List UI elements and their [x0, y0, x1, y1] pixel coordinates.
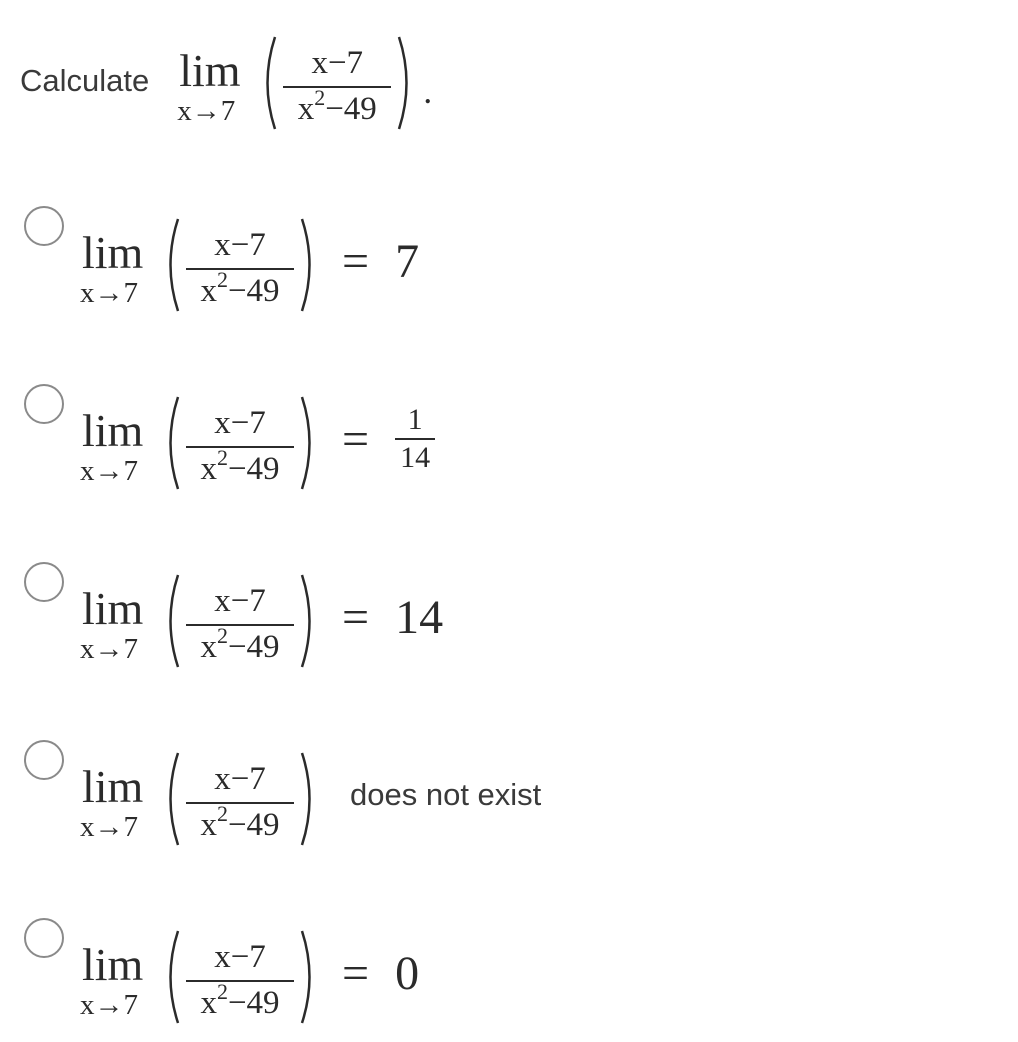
option-limit-expression	[80, 571, 443, 671]
right-paren	[298, 927, 320, 1027]
right-paren	[298, 571, 320, 671]
den-base: x	[297, 91, 315, 127]
option-limit-expression	[80, 749, 541, 849]
fraction-denominator	[200, 801, 280, 845]
equals-result	[342, 404, 435, 474]
fraction-numerator: x−7	[214, 405, 266, 441]
lim-subscript: x→7	[80, 455, 138, 487]
lim-word: lim	[82, 761, 144, 812]
fraction-numerator: x−7	[214, 583, 266, 619]
limit-operator	[80, 393, 160, 493]
den-base: x	[200, 629, 217, 665]
result-fraction-bar	[395, 438, 435, 440]
lim-word: lim	[82, 583, 144, 634]
fraction	[186, 759, 294, 845]
result-text: does not exist	[350, 777, 542, 812]
answer-option-1[interactable]	[24, 200, 419, 330]
radio-button[interactable]	[24, 206, 64, 246]
fraction-denominator	[200, 445, 280, 489]
answer-option-2[interactable]	[24, 378, 435, 508]
answer-option-5[interactable]	[24, 912, 419, 1042]
fraction-numerator: x−7	[214, 761, 266, 797]
left-paren	[160, 749, 182, 849]
option-limit-expression	[80, 927, 419, 1027]
lim-subscript: x→7	[80, 633, 138, 665]
result-value: 14	[395, 590, 444, 644]
answer-option-3[interactable]	[24, 556, 443, 686]
lim-word: lim	[179, 45, 241, 96]
lim-word: lim	[82, 227, 144, 278]
fraction-denominator	[200, 979, 280, 1023]
question-text: Calculate	[20, 63, 150, 98]
question-prompt	[20, 28, 432, 138]
limit-operator	[80, 215, 160, 315]
fraction-numerator: x−7	[214, 227, 266, 263]
limit-operator	[80, 927, 160, 1027]
equals-sign: =	[342, 234, 370, 288]
den-rest: −49	[325, 91, 377, 127]
fraction-denominator	[200, 267, 280, 311]
result-fraction	[395, 404, 435, 474]
limit-operator	[80, 571, 160, 671]
den-exponent: 2	[314, 85, 326, 110]
equals-sign: =	[342, 946, 370, 1000]
limit-operator	[177, 33, 257, 133]
den-exponent: 2	[216, 623, 228, 648]
fraction-denominator	[200, 623, 280, 667]
right-paren	[298, 749, 320, 849]
den-exponent: 2	[216, 979, 228, 1004]
option-limit-expression	[80, 393, 435, 493]
equals-result	[342, 234, 419, 289]
fraction	[186, 937, 294, 1023]
fraction-numerator: x−7	[311, 45, 364, 81]
lim-subscript: x→7	[80, 277, 138, 309]
equals-sign: =	[342, 412, 370, 466]
den-rest: −49	[227, 807, 280, 843]
den-exponent: 2	[216, 267, 228, 292]
den-rest: −49	[227, 273, 280, 309]
lim-subscript: x→7	[80, 811, 138, 843]
den-rest: −49	[227, 629, 280, 665]
fraction-numerator: x−7	[214, 939, 266, 975]
radio-button[interactable]	[24, 918, 64, 958]
right-paren	[298, 393, 320, 493]
radio-button[interactable]	[24, 740, 64, 780]
den-exponent: 2	[216, 801, 228, 826]
fraction-denominator	[297, 85, 377, 129]
limit-operator	[80, 749, 160, 849]
fraction	[186, 581, 294, 667]
lim-word: lim	[82, 939, 144, 990]
result-denominator: 14	[400, 441, 431, 474]
left-paren	[257, 33, 279, 133]
right-paren	[298, 215, 320, 315]
fraction	[186, 225, 294, 311]
lim-word: lim	[82, 405, 144, 456]
question-limit-expression	[177, 33, 432, 133]
right-paren	[395, 33, 417, 133]
equals-result	[342, 590, 443, 645]
lim-subscript: x→7	[177, 95, 236, 127]
fraction	[186, 403, 294, 489]
equals-result	[342, 946, 419, 1001]
radio-button[interactable]	[24, 562, 64, 602]
den-base: x	[200, 807, 217, 843]
den-base: x	[200, 273, 217, 309]
left-paren	[160, 393, 182, 493]
left-paren	[160, 571, 182, 671]
left-paren	[160, 215, 182, 315]
den-rest: −49	[227, 985, 280, 1021]
lim-subscript: x→7	[80, 989, 138, 1021]
equals-sign: =	[342, 590, 370, 644]
den-rest: −49	[227, 451, 280, 487]
radio-button[interactable]	[24, 384, 64, 424]
den-base: x	[200, 985, 217, 1021]
answer-option-4[interactable]	[24, 734, 541, 864]
option-limit-expression	[80, 215, 419, 315]
result-value: 7	[395, 234, 420, 288]
period: .	[423, 71, 433, 111]
left-paren	[160, 927, 182, 1027]
den-base: x	[200, 451, 217, 487]
result-numerator: 1	[407, 403, 423, 436]
result-value: 0	[395, 946, 420, 1000]
den-exponent: 2	[216, 445, 228, 470]
fraction	[283, 43, 391, 129]
